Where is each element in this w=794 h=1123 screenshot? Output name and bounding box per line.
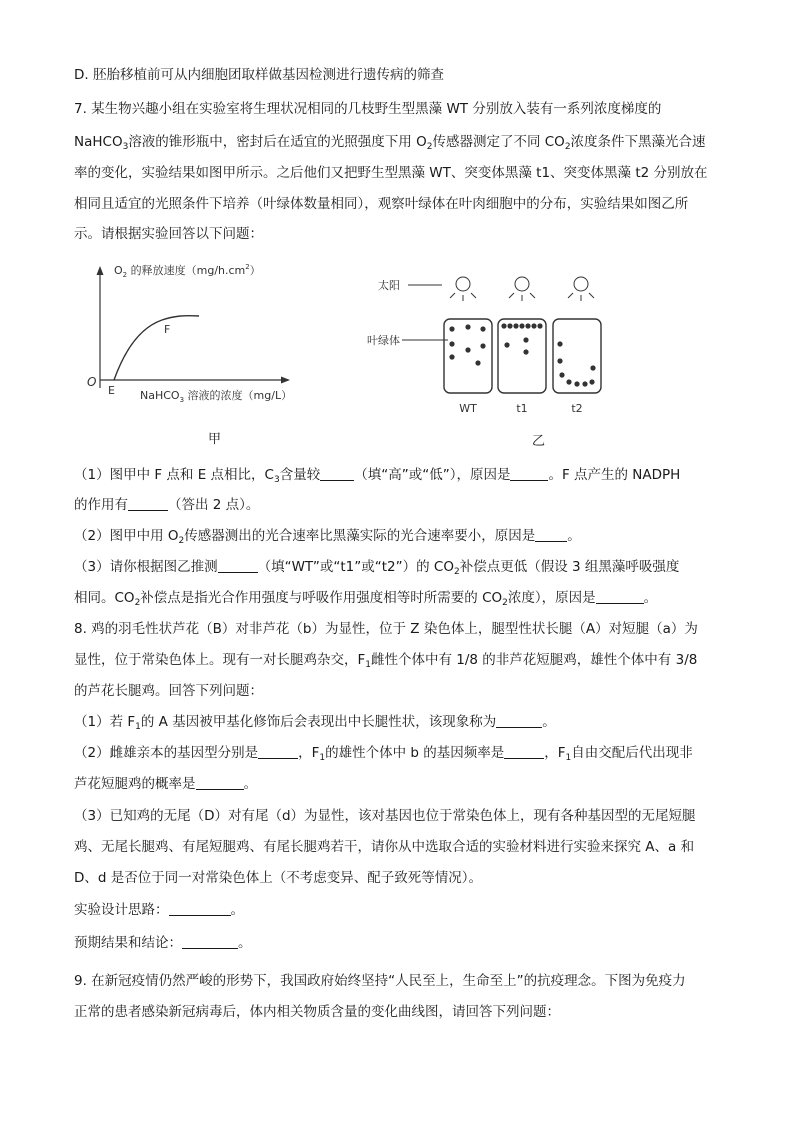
sun-icon	[568, 277, 594, 301]
q7-part-3-line-2: 相同。$CO_2$补偿点是指光合作用强度与呼吸作用强度相等时所需要的 $CO_2$浓度），原因是 。	[74, 590, 658, 608]
q8-result: 预期结果和结论： 。	[74, 935, 252, 951]
q7-line-4: 相同且适宜的光照条件下培养（叶绿体数量相同），观察叶绿体在叶肉细胞中的分布，实验结果如图乙所	[74, 196, 689, 212]
y-axis-label: $O_2$ 的释放速度$(mg/h.cm^2)$	[114, 263, 261, 279]
answer-blank[interactable]	[218, 559, 258, 573]
answer-blank[interactable]	[510, 467, 548, 481]
q8-part-2-line-2: 芦花短腿鸡的概率是 。	[74, 776, 257, 792]
answer-blank[interactable]	[258, 745, 298, 759]
q8-part-1: （1）若 $F_1$的 A 基因被甲基化修饰后会表现出中长腿性状，该现象称为 。	[74, 714, 556, 732]
q7-part-1-line-2: 的作用有 （答出 2 点）。	[74, 497, 260, 513]
sun-icon	[450, 277, 476, 301]
q8-line-2: 显性，位于常染色体上。现有一对长腿鸡杂交，$F_1$雌性个体中有 1/8 的非芦花短腿鸡，雄性个体中有 3/8	[74, 652, 698, 670]
q8-line-3: 的芦花长腿鸡。回答下列问题：	[74, 683, 263, 699]
cell-t1	[498, 319, 546, 393]
option-d-text: D. 胚胎移植前可从内细胞团取样做基因检测进行遗传病的筛查	[74, 67, 444, 83]
chloroplasts-wt	[449, 324, 485, 365]
q7-line-2: NaHCO$_3$溶液的锥形瓶中，密封后在适宜的光照强度下用 $O_2$传感器测定了不同 $CO_2$浓度条件下黑藻光合速	[74, 134, 706, 152]
figure-jia-caption: 甲	[208, 432, 222, 447]
answer-blank[interactable]	[596, 590, 644, 604]
cell-label-wt: WT	[459, 402, 477, 415]
q7-line-1: 7. 某生物兴趣小组在实验室将生理状况相同的几枝野生型黑藻 WT 分别放入装有一系列浓度梯度的	[74, 101, 662, 117]
chloroplasts-t2	[557, 341, 595, 386]
sun-label: 太阳	[378, 279, 400, 292]
q8-line-1: 8. 鸡的羽毛性状芦花（B）对非芦花（b）为显性，位于 Z 染色体上，腿型性状长腿（A）对短腿（a）为	[74, 621, 698, 637]
q7-part-3-line-1: （3）请你根据图乙推测 （填“WT”或“t1”或“t2”）的 $CO_2$补偿点更低（假设 3 组黑藻呼吸强度	[74, 559, 680, 577]
cell-label-t2: t2	[571, 402, 583, 415]
answer-blank[interactable]	[196, 776, 244, 790]
answer-blank[interactable]	[128, 497, 168, 511]
x-axis-label: NaHCO$_3$ 溶液的浓度（mg/L）	[140, 389, 293, 404]
x-axis-arrow-icon	[281, 377, 290, 384]
origin-label: O	[87, 375, 97, 389]
q9-line-2: 正常的患者感染新冠病毒后，体内相关物质含量的变化曲线图，请回答下列问题：	[74, 1004, 560, 1020]
figure-yi-diagram	[362, 268, 622, 418]
q7-line-3: 率的变化，实验结果如图甲所示。之后他们又把野生型黑藻 WT、突变体黑藻 t1、突变体黑藻 t2 分别放在	[74, 165, 708, 181]
answer-blank[interactable]	[320, 467, 354, 481]
answer-blank[interactable]	[504, 745, 544, 759]
cell-label-t1: t1	[516, 402, 528, 415]
figure-yi-caption: 乙	[532, 434, 546, 449]
chloroplast-label: 叶绿体	[367, 334, 400, 347]
point-f-label: F	[164, 323, 171, 336]
answer-blank[interactable]	[496, 714, 542, 728]
q8-part-3-line-2: 鸡、无尾长腿鸡、有尾短腿鸡、有尾长腿鸡若干，请你从中选取合适的实验材料进行实验来探究 A、a 和	[74, 839, 695, 855]
answer-blank[interactable]	[169, 902, 231, 916]
q7-line-5: 示。请根据实验回答以下问题：	[74, 226, 263, 242]
point-e-label: E	[108, 384, 115, 397]
q9-line-1: 9. 在新冠疫情仍然严峻的形势下，我国政府始终坚持“人民至上，生命至上”的抗疫理念。下图为免疫力	[74, 973, 686, 989]
q8-part-3-line-1: （3）已知鸡的无尾（D）对有尾（d）为显性，该对基因也位于常染色体上，现有各种基因型的无尾短腿	[74, 808, 696, 824]
y-axis-arrow-icon	[97, 266, 104, 275]
rate-curve	[114, 316, 199, 380]
q7-part-1-line-1: （1）图甲中 F 点和 E 点相比，$C_3$含量较 （填“高”或“低”），原因是 。F 点产生的 NADPH	[74, 467, 681, 485]
answer-blank[interactable]	[535, 528, 567, 542]
q8-part-3-line-3: D、d 是否位于同一对常染色体上（不考虑变异、配子致死等情况）。	[74, 870, 483, 886]
q7-part-2: （2）图甲中用 $O_2$传感器测出的光合速率比黑藻实际的光合速率要小，原因是 。	[74, 528, 581, 546]
answer-blank[interactable]	[182, 935, 238, 949]
q8-part-2-line-1: （2）雌雄亲本的基因型分别是 ，$F_1$的雄性个体中 b 的基因频率是 ，$F_1$自由交配后代出现非	[74, 745, 693, 763]
sun-icon	[509, 277, 535, 301]
q8-design: 实验设计思路： 。	[74, 902, 244, 918]
chloroplasts-t1	[501, 323, 542, 354]
figure-jia-graph	[84, 258, 324, 408]
